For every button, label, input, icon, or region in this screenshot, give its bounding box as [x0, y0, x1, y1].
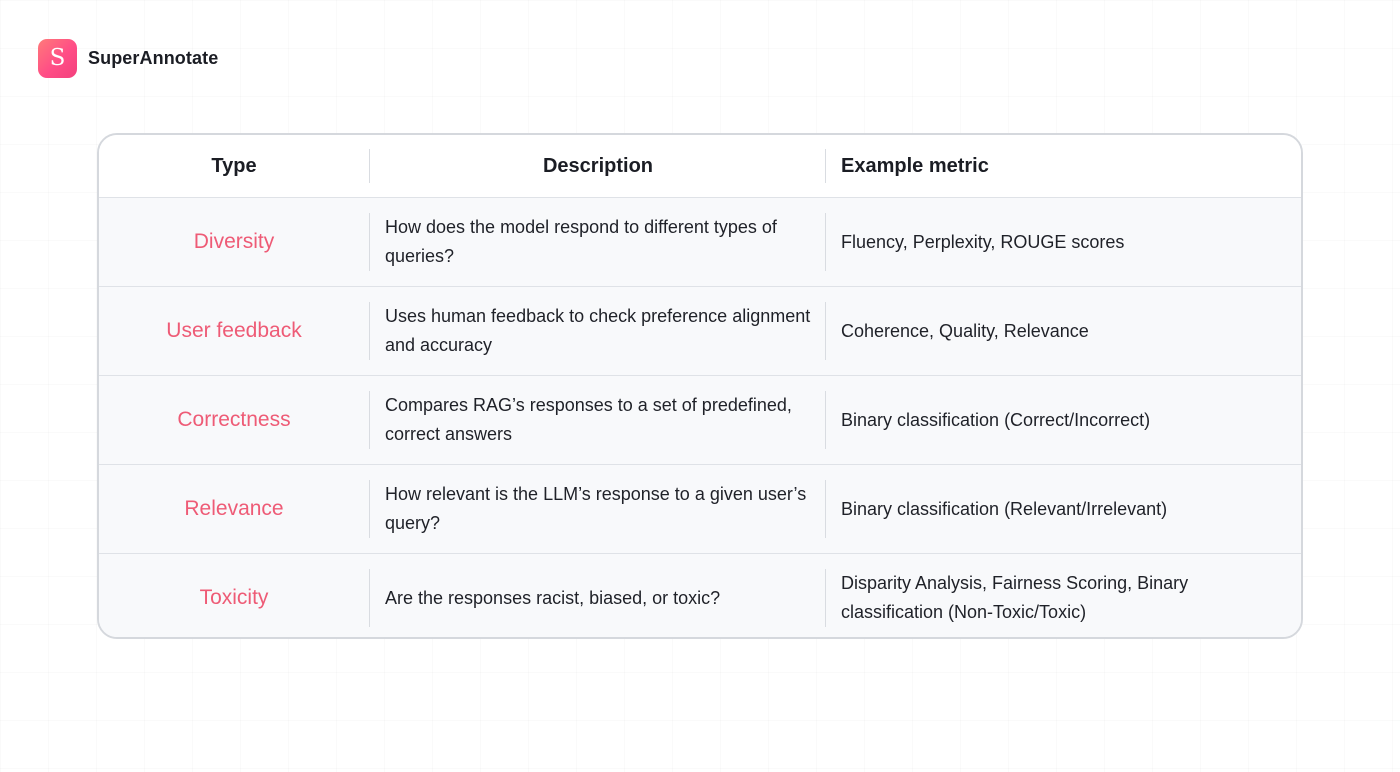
- header-type: Type: [211, 154, 257, 177]
- row-type: Toxicity: [199, 586, 269, 609]
- brand: [38, 39, 218, 78]
- header-example-metric: Example metric: [825, 152, 1301, 181]
- header-description: Description: [369, 152, 825, 181]
- table-row: [99, 375, 1301, 464]
- row-type: Relevance: [184, 497, 284, 520]
- superannotate-logo-icon: [38, 39, 77, 78]
- evaluation-table: [97, 133, 1303, 639]
- row-type: Diversity: [193, 230, 275, 253]
- row-example-metric: Binary classification (Correct/Incorrect): [825, 406, 1301, 435]
- row-example-metric: Binary classification (Relevant/Irrelevant): [825, 495, 1301, 524]
- row-example-metric: Coherence, Quality, Relevance: [825, 317, 1301, 346]
- row-type: Correctness: [177, 408, 291, 431]
- row-type: User feedback: [166, 319, 302, 342]
- row-example-metric: Disparity Analysis, Fairness Scoring, Binary classification (Non-Toxic/Toxic): [825, 569, 1301, 627]
- row-description: Are the responses racist, biased, or toxic?: [369, 584, 825, 613]
- table-row: [99, 464, 1301, 553]
- table-header-row: [99, 135, 1301, 197]
- row-description: Uses human feedback to check preference alignment and accuracy: [369, 302, 825, 360]
- logo-letter: S: [49, 45, 66, 71]
- brand-name: SuperAnnotate: [88, 48, 219, 68]
- table-row: [99, 286, 1301, 375]
- row-description: Compares RAG’s responses to a set of predefined, correct answers: [369, 391, 825, 449]
- table-row: [99, 197, 1301, 286]
- row-description: How does the model respond to different types of queries?: [369, 213, 825, 271]
- table-row: [99, 553, 1301, 639]
- row-example-metric: Fluency, Perplexity, ROUGE scores: [825, 228, 1301, 257]
- row-description: How relevant is the LLM’s response to a given user’s query?: [369, 480, 825, 538]
